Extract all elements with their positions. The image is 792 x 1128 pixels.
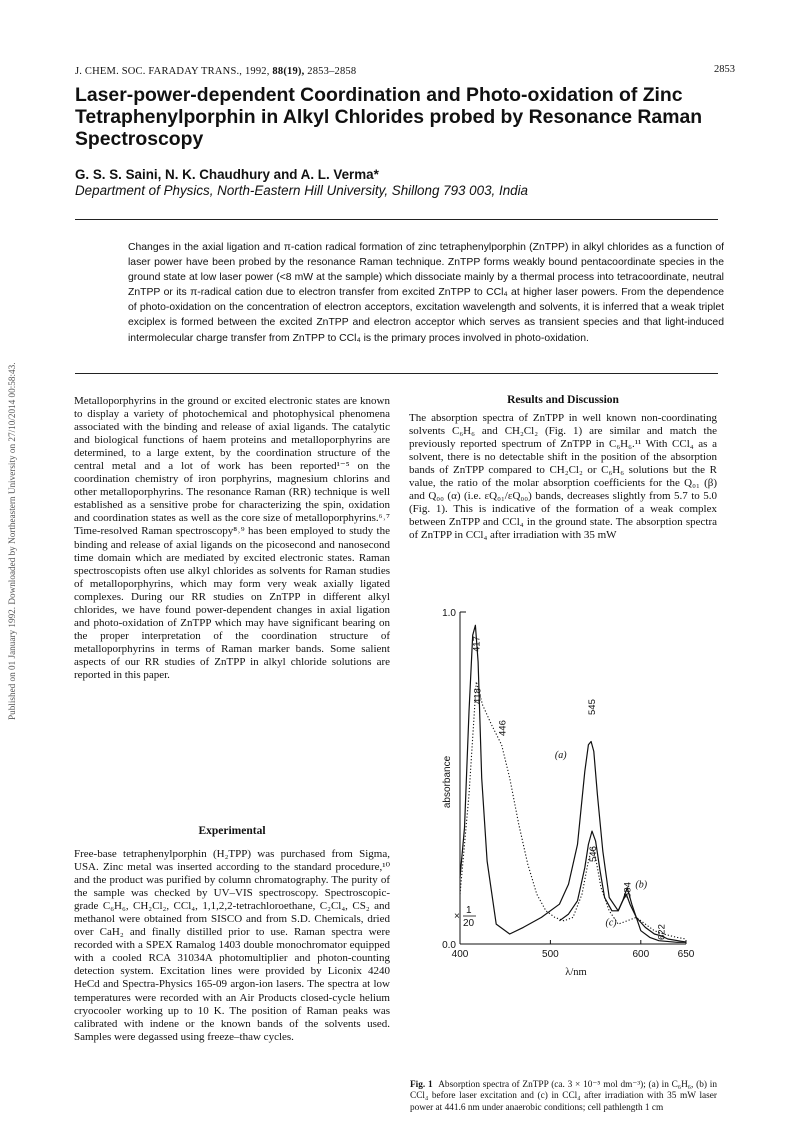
tick-labels bbox=[442, 608, 695, 960]
x-tick-label: 400 bbox=[451, 949, 469, 960]
peak-label: 418 bbox=[472, 688, 484, 704]
journal-pages: 2853–2858 bbox=[307, 66, 357, 77]
series-line-3 bbox=[460, 682, 686, 939]
page-number: 2853 bbox=[714, 64, 735, 75]
scale-factor-numerator: 1 bbox=[466, 905, 472, 916]
figure-caption-text: Absorption spectra of ZnTPP (ca. 3 × 10⁻⁵ mol dm⁻³); (a) in C₆H₆, (b) in CCl₄ before laser excitation and (c) in CCl₄ after irradiation with 35 mW laser power at 441.6 nm under anaerobic conditions; cell pathlength 1 cm bbox=[410, 1080, 717, 1113]
y-axis-label: absorbance bbox=[442, 755, 453, 809]
introduction-text: Metalloporphyrins in the ground or excited electronic states are known to display a variety of photochemical and photophysical phenomena associated with the binding and release of axial ligands. The catalytic and biological functions of haem proteins and metalloporphyrins are determined, to a large extent, by the coordination structure of the central metal and a lot of work has been reported¹⁻⁵ on the coordination chemistry of iron porphyrins, magnesium chlorins and other metalloporphyrins. The resonance Raman (RR) technique is well established as a sensitive probe for characterizing the spin, oxidation and coordination states as well as the core size of metalloporphyrins.⁶˒⁷ Time-resolved Raman spectroscopy⁸˒⁹ has been employed to study the binding and release of axial ligands on the picosecond and nanosecond time domain which are mediated by excited electronic states. Raman spectroscopists often use alkyl chlorides as solvents for Raman studies of metalloporphyrins, which may form very weak axially ligated complexes. During our RR studies on ZnTPP in different alkyl chlorides, we have found power-dependent changes in axial ligation and photo-oxidation of ZnTPP which may have significant bearing on the proper interpretation of the coordination structure of metalloporphyrins in terms of Raman marker bands. Some salient aspects of our RR studies of ZnTPP in alkyl chloride solutions are reported in this paper. bbox=[74, 395, 390, 681]
curve-label: (a) bbox=[554, 750, 567, 762]
divider-top bbox=[75, 219, 718, 220]
abstract: Changes in the axial ligation and π-cation radical formation of zinc tetraphenylporphin (ZnTPP) in alkyl chlorides as a function of laser power have been probed by the resonance Raman technique. ZnTPP forms weakly bound pentacoordinate species in the ground state at low laser power (<8 mW at the sample) which dissociate mainly by a thermal process into tetracoordinate, neutral ZnTPP or its π-radical cation due to electron transfer from excited ZnTPP to CCl₄ at higher laser powers. From the dependence of photo-oxidation on the concentration of electron acceptors, excitation wavelength and solvents, it is inferred that a weak triplet exciplex is formed between the excited ZnTPP and electron acceptor which serves as transient species and that light-induced intermolecular charge transfer from ZnTPP to CCl₄ is the primary proces involved in photo-oxidation. bbox=[128, 242, 724, 344]
peak-label: 417 bbox=[471, 636, 483, 652]
download-notice-text: Published on 01 January 1992. Downloaded by Northeastern University on 27/10/2014 00:58:43. bbox=[7, 362, 17, 720]
affiliation: Department of Physics, North-Eastern Hill University, Shillong 793 003, India bbox=[75, 183, 529, 198]
journal-header bbox=[75, 66, 356, 77]
chart-axes bbox=[460, 612, 686, 944]
figure-caption bbox=[410, 1080, 717, 1114]
experimental-text: Free-base tetraphenylporphin (H₂TPP) was purchased from Sigma, USA. Zinc metal was inserted according to the standard procedure,¹⁰ and the product was purified by column chromatography. The purity of the sample was checked by UV–VIS spectroscopy. Spectroscopic-grade C₆H₆, CH₂Cl₂, CCl₄, 1,1,2,2-tetrachloroethane, C₂Cl₄, CS₂ and methanol were obtained from SISCO and from S.D. Chemicals, dried over CaH₂ and finally distilled prior to use. Raman spectra were recorded with a SPEX Ramalog 1403 double monochromator equipped with a cooled RCA 31034A photomultiplier and photon-counting detection system. Excitation lines were provided by Liconix 4240 HeCd and Spectra-Physics 165-09 argon-ion lasers. The spectra at low temperatures were recorded with an Air Products closed-cycle helium cryocooler working up to 10 K. The position of Raman peaks was calibrated with indene or the known bands of the solvents used. Samples were degassed using freeze–thaw cycles. bbox=[74, 848, 390, 1043]
peak-label: 545 bbox=[587, 699, 599, 715]
x-tick-label: 500 bbox=[542, 949, 559, 960]
figure-caption-label: Fig. 1 bbox=[410, 1080, 433, 1090]
section-heading-experimental: Experimental bbox=[198, 825, 266, 837]
journal-volume: 88(19), bbox=[272, 66, 305, 77]
curve-label: (b) bbox=[635, 879, 648, 891]
download-notice bbox=[4, 250, 20, 730]
x-tick-label: 600 bbox=[632, 949, 650, 960]
x-tick-label: 650 bbox=[677, 949, 695, 960]
x-axis-label: λ/nm bbox=[565, 967, 587, 978]
section-heading-results: Results and Discussion bbox=[507, 394, 619, 406]
journal-citation: J. CHEM. SOC. FARADAY TRANS., 1992, bbox=[75, 66, 270, 77]
peak-label: 622 bbox=[656, 924, 668, 940]
curve-label: (c) bbox=[605, 917, 617, 929]
peak-label: 584 bbox=[622, 882, 634, 898]
scale-factor-label bbox=[454, 905, 476, 929]
y-tick-label: 1.0 bbox=[442, 608, 456, 619]
figure-absorption-spectra bbox=[420, 600, 700, 1060]
authors: G. S. S. Saini, N. K. Chaudhury and A. L. Verma* bbox=[75, 167, 379, 182]
divider-abstract bbox=[75, 373, 718, 374]
y-tick-label: 0.0 bbox=[442, 940, 456, 951]
peak-label: 446 bbox=[497, 720, 509, 736]
paper-title: Laser-power-dependent Coordination and Photo-oxidation of Zinc Tetraphenylporphin in Alkyl Chlorides probed by Resonance Raman Spectroscopy bbox=[75, 84, 703, 150]
scale-factor-prefix: × bbox=[454, 911, 460, 922]
peak-label: 546 bbox=[588, 846, 599, 862]
results-text: The absorption spectra of ZnTPP in well known non-coordinating solvents C₆H₆ and CH₂Cl₂ (Fig. 1) are similar and match the previously reported spectrum of ZnTPP in C₆H₆.¹¹ With CCl₄ as a solvent, there is no detectable shift in the position of the absorption bands of ZnTPP compared to CH₂Cl₂ or C₆H₆ solutions but the R value, the ratio of the molar absorption coefficients for the Q₀₁ (β) and Q₀₀ (α) (i.e. εQ₀₁/εQ₀₀) bands, decreases slightly from 5.7 to 5.0 (Fig. 1). This is indicative of the formation of a weak complex between ZnTPP and CCl₄ in the ground state. The absorption spectra of ZnTPP in CCl₄ after irradiation with 35 mW bbox=[409, 412, 717, 542]
series-line-1 bbox=[460, 625, 686, 942]
series-group bbox=[460, 625, 686, 942]
scale-factor-denominator: 20 bbox=[463, 918, 475, 929]
annotations-group bbox=[471, 636, 667, 940]
